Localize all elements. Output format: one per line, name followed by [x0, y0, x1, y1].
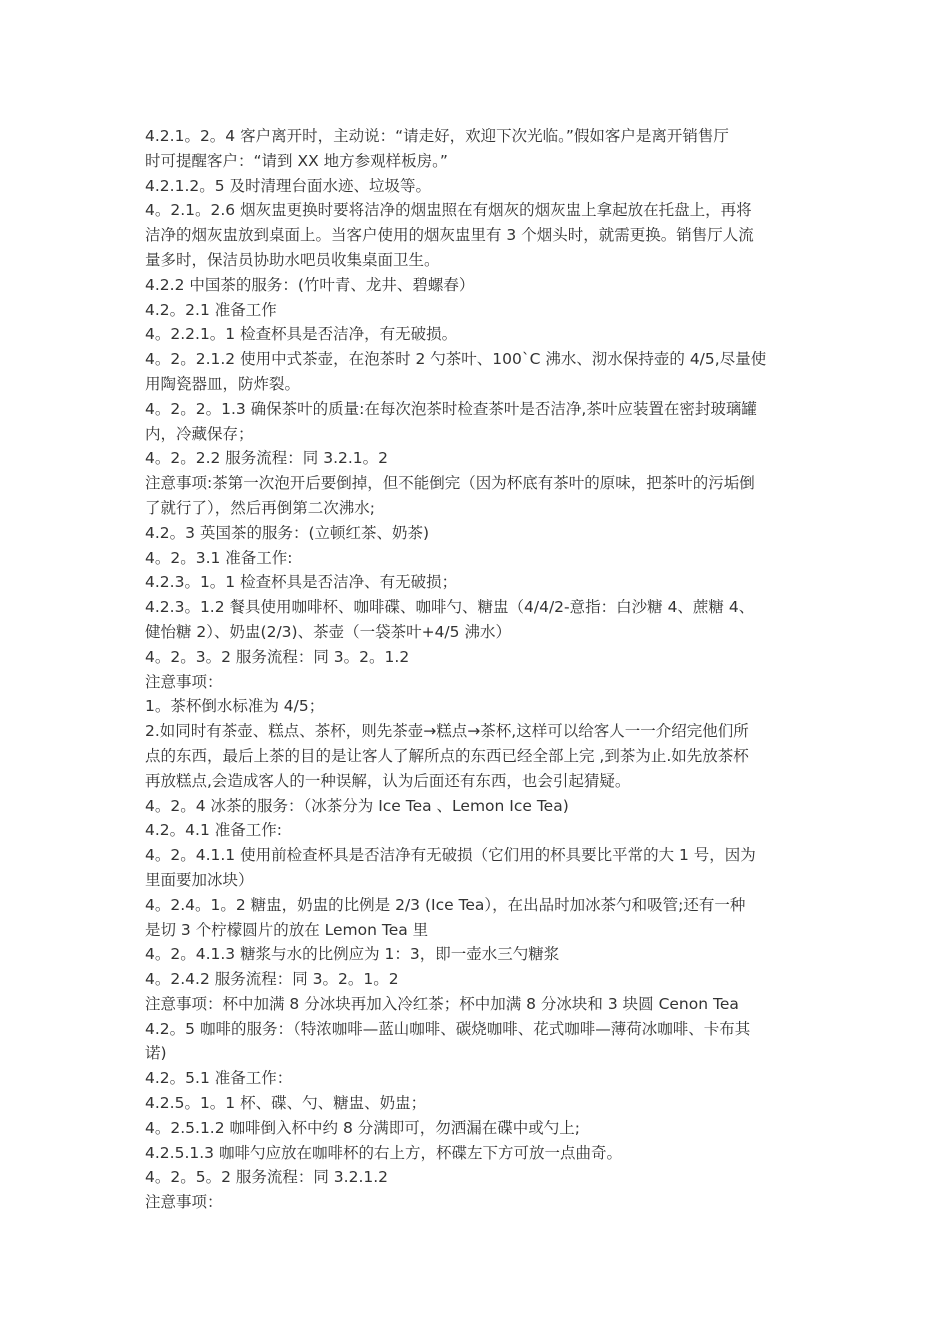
text-line: 健怡糖 2）、奶盅(2/3)、茶壶（一袋茶叶+4/5 沸水）	[145, 622, 511, 641]
text-line: 4。2.4。1。2 糖盅，奶盅的比例是 2/3 (Ice Tea），在出品时加冰茶勺和吸管;还有一种	[145, 895, 746, 914]
text-line: 注意事项：杯中加满 8 分冰块再加入冷红茶；杯中加满 8 分冰块和 3 块圆 Cenon Tea	[145, 994, 739, 1013]
text-line: 用陶瓷器皿，防炸裂。	[145, 374, 301, 393]
text-line: 4。2。4 冰茶的服务：（冰茶分为 Ice Tea 、Lemon Ice Tea)	[145, 796, 569, 815]
text-line: 4.2.1。2。4 客户离开时，主动说：“请走好，欢迎下次光临。”假如客户是离开销售厅	[145, 127, 729, 145]
text-line: 注意事项：	[145, 672, 223, 691]
text-line: 点的东西，最后上茶的目的是让客人了解所点的东西已经全部上完 ,到茶为止.如先放茶杯	[145, 746, 749, 765]
document-page	[145, 124, 810, 1215]
text-line: 注意事项:茶第一次泡开后要倒掉，但不能倒完（因为杯底有茶叶的原味，把茶叶的污垢倒	[145, 474, 755, 493]
text-line: 4.2。4.1 准备工作:	[145, 821, 282, 840]
text-line: 了就行了），然后再倒第二次沸水;	[145, 498, 375, 517]
text-line: 4。2。5。2 服务流程：同 3.2.1.2	[145, 1168, 389, 1187]
text-line: 4.2.3。1。1 检查杯具是否洁净、有无破损；	[145, 573, 458, 592]
text-line: 1。茶杯倒水标准为 4/5；	[145, 697, 325, 716]
text-line: 4.2.2 中国茶的服务：(竹叶青、龙井、碧螺春）	[145, 275, 475, 294]
text-line: 注意事项：	[145, 1193, 223, 1212]
text-line: 4。2.2.1。1 检查杯具是否洁净，有无破损。	[145, 325, 458, 344]
text-line: 4.2.5。1。1 杯、碟、勺、糖盅、奶盅；	[145, 1094, 427, 1113]
text-line: 4。2。4.1.3 糖浆与水的比例应为 1：3，即一壶水三勺糖浆	[145, 945, 560, 964]
text-line: 里面要加冰块）	[145, 870, 254, 889]
text-line: 4.2。5.1 准备工作：	[145, 1069, 293, 1088]
text-line: 4.2.5.1.3 咖啡勺应放在咖啡杯的右上方，杯碟左下方可放一点曲奇。	[145, 1143, 622, 1162]
text-line: 4。2。3.1 准备工作:	[145, 548, 293, 567]
text-line: 4。2。3。2 服务流程：同 3。2。1.2	[145, 647, 410, 666]
text-line: 4。2.4.2 服务流程：同 3。2。1。2	[145, 970, 399, 989]
text-line: 4。2。4.1.1 使用前检查杯具是否洁净有无破损（它们用的杯具要比平常的大 1 号，因为	[145, 846, 756, 865]
text-line: 4.2.3。1.2 餐具使用咖啡杯、咖啡碟、咖啡勺、糖盅（4/4/2-意指：白沙糖 4、蔗糖 4、	[145, 598, 755, 617]
text-line: 4.2。3 英国茶的服务：(立顿红茶、奶茶)	[145, 523, 430, 542]
text-line: 4.2。5 咖啡的服务：（特浓咖啡—蓝山咖啡、碳烧咖啡、花式咖啡—薄荷冰咖啡、卡布其	[145, 1019, 751, 1038]
text-line: 4.2。2.1 准备工作	[145, 300, 277, 319]
text-line: 量多时，保洁员协助水吧员收集桌面卫生。	[145, 250, 440, 269]
text-line: 诺)	[145, 1044, 167, 1063]
text-line: 4。2.1。2.6 烟灰盅更换时要将洁净的烟盅照在有烟灰的烟灰盅上拿起放在托盘上，再将	[145, 201, 752, 220]
text-line: 时可提醒客户：“请到 XX 地方参观样板房。”	[145, 151, 448, 170]
text-line: 2.如同时有茶壶、糕点、茶杯，则先茶壶→糕点→茶杯,这样可以给客人一一介绍完他们所	[145, 722, 749, 741]
text-line: 内，冷藏保存；	[145, 424, 254, 443]
text-line: 4。2。2.2 服务流程：同 3.2.1。2	[145, 449, 389, 468]
text-line: 4.2.1.2。5 及时清理台面水迹、垃圾等。	[145, 176, 432, 195]
text-line: 4。2。2。1.3 确保茶叶的质量:在每次泡茶时检查茶叶是否洁净,茶叶应装置在密封玻璃罐	[145, 399, 757, 418]
text-line: 4。2。2.1.2 使用中式茶壶，在泡茶时 2 勺茶叶、100`C 沸水、沏水保持壶的 4/5,尽量使	[145, 350, 767, 369]
text-line: 再放糕点,会造成客人的一种误解，认为后面还有东西，也会引起猜疑。	[145, 771, 631, 790]
text-line: 洁净的烟灰盅放到桌面上。当客户使用的烟灰盅里有 3 个烟头时，就需更换。销售厅人流	[145, 226, 754, 245]
text-line: 是切 3 个柠檬圆片的放在 Lemon Tea 里	[145, 920, 429, 939]
text-line: 4。2.5.1.2 咖啡倒入杯中约 8 分满即可，勿洒漏在碟中或勺上;	[145, 1118, 580, 1137]
